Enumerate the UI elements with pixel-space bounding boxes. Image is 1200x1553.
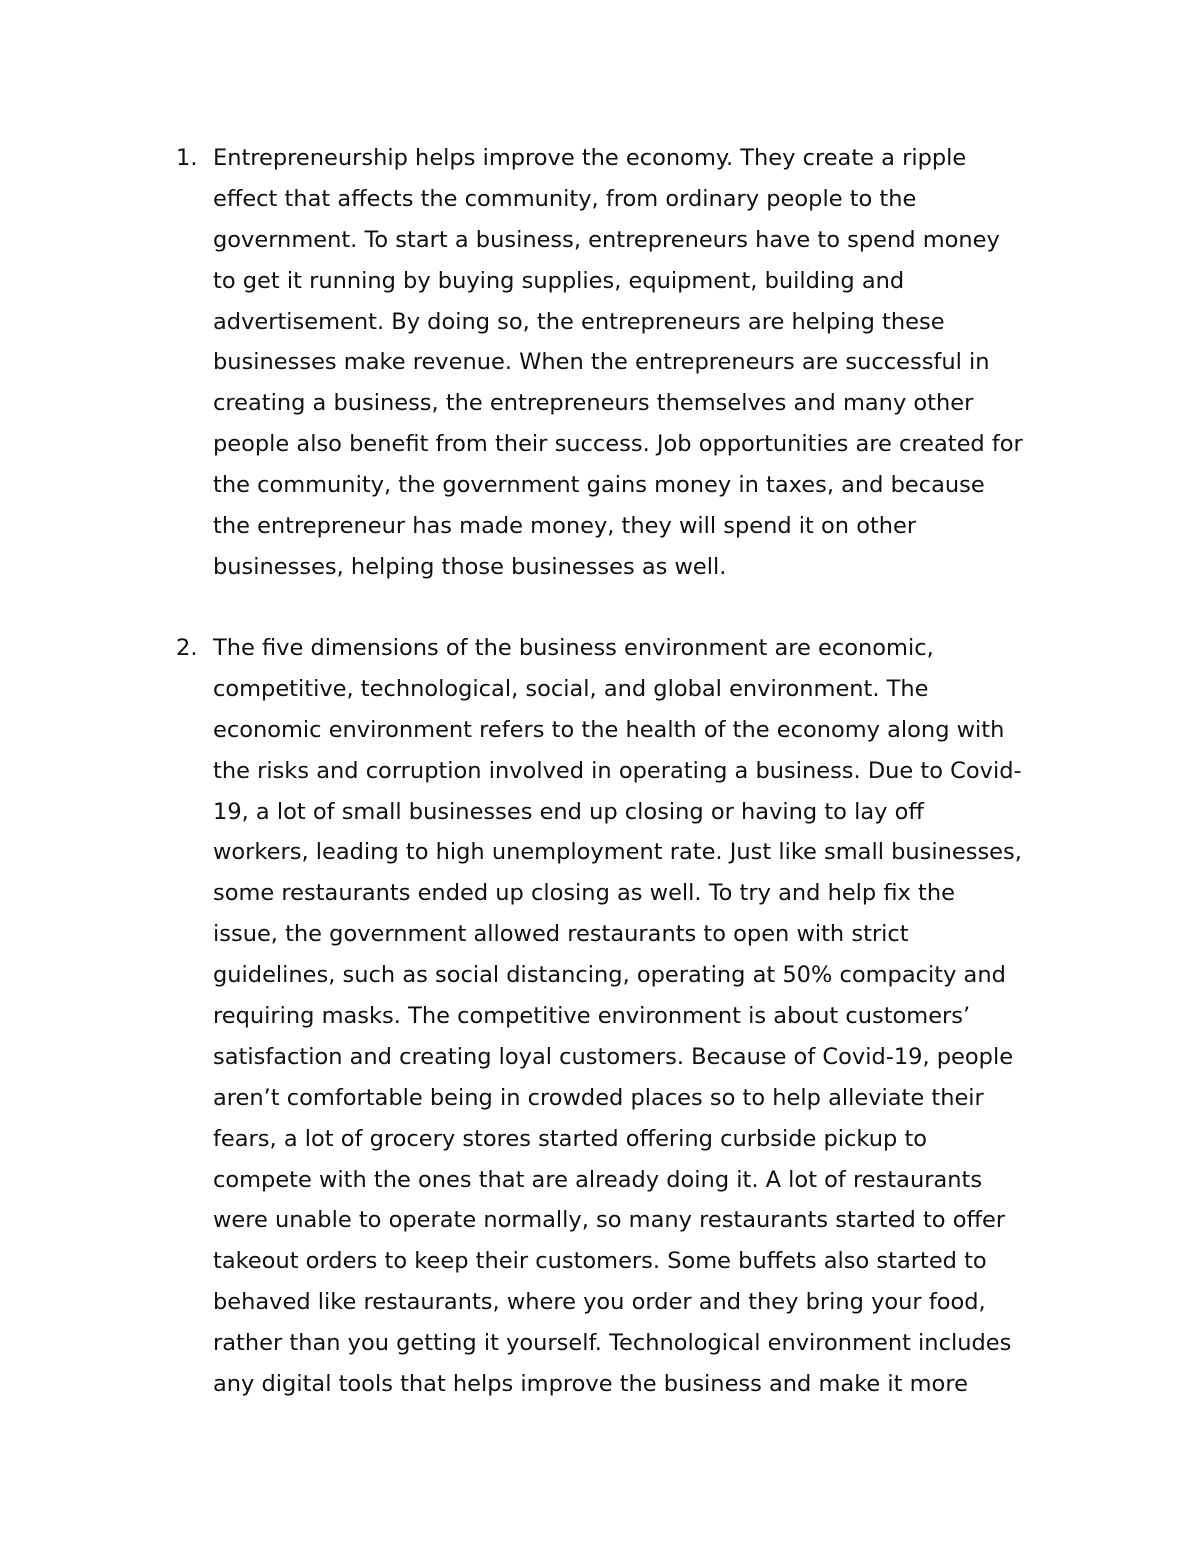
paragraph-line: government. To start a business, entrepreneurs have to spend money <box>213 226 1000 253</box>
paragraph-line: workers, leading to high unemployment rate. Just like small businesses, <box>213 839 1022 866</box>
paragraph-line: economic environment refers to the health of the economy along with <box>213 716 1005 743</box>
paragraph-line: the community, the government gains money in taxes, and because <box>213 472 985 499</box>
paragraph-line: businesses, helping those businesses as well. <box>213 553 727 580</box>
paragraph-line: any digital tools that helps improve the business and make it more <box>213 1371 968 1398</box>
paragraph-line: 19, a lot of small businesses end up closing or having to lay off <box>213 798 924 825</box>
paragraph-line: guidelines, such as social distancing, operating at 50% compacity and <box>213 962 1006 989</box>
paragraph-line: some restaurants ended up closing as well. To try and help fix the <box>213 880 955 907</box>
list-item-number: 1. <box>176 145 198 171</box>
paragraph-line: aren’t comfortable being in crowded places so to help alleviate their <box>213 1084 984 1111</box>
list-item-number: 2. <box>176 635 198 661</box>
paragraph-line: issue, the government allowed restaurants to open with strict <box>213 921 909 948</box>
paragraph-line: takeout orders to keep their customers. Some buffets also started to <box>213 1248 987 1275</box>
paragraph-line: people also benefit from their success. Job opportunities are created for <box>213 431 1023 458</box>
paragraph-line: satisfaction and creating loyal customers. Because of Covid-19, people <box>213 1043 1014 1070</box>
paragraph-line: the risks and corruption involved in operating a business. Due to Covid- <box>213 757 1022 784</box>
paragraph-line: fears, a lot of grocery stores started offering curbside pickup to <box>213 1125 928 1152</box>
paragraph-line: effect that affects the community, from ordinary people to the <box>213 185 917 212</box>
paragraph-line: creating a business, the entrepreneurs themselves and many other <box>213 390 974 417</box>
paragraph-line: behaved like restaurants, where you order and they bring your food, <box>213 1289 986 1316</box>
paragraph-line: competitive, technological, social, and global environment. The <box>213 675 929 702</box>
paragraph-line: Entrepreneurship helps improve the economy. They create a ripple <box>213 145 967 171</box>
paragraph-line: rather than you getting it yourself. Technological environment includes <box>213 1330 1012 1357</box>
paragraph-line: were unable to operate normally, so many restaurants started to offer <box>213 1207 1006 1234</box>
paragraph-line: advertisement. By doing so, the entrepreneurs are helping these <box>213 308 945 335</box>
paragraph-line: to get it running by buying supplies, equipment, building and <box>213 267 905 294</box>
paragraph-line: compete with the ones that are already doing it. A lot of restaurants <box>213 1166 983 1193</box>
paragraph-line: businesses make revenue. When the entrepreneurs are successful in <box>213 349 990 376</box>
list-item-paragraph <box>213 628 1076 1405</box>
paragraph-line: The five dimensions of the business environment are economic, <box>213 635 934 661</box>
paragraph-line: requiring masks. The competitive environment is about customers’ <box>213 1003 971 1030</box>
list-item-paragraph <box>213 138 1076 588</box>
paragraph-line: the entrepreneur has made money, they will spend it on other <box>213 513 917 540</box>
